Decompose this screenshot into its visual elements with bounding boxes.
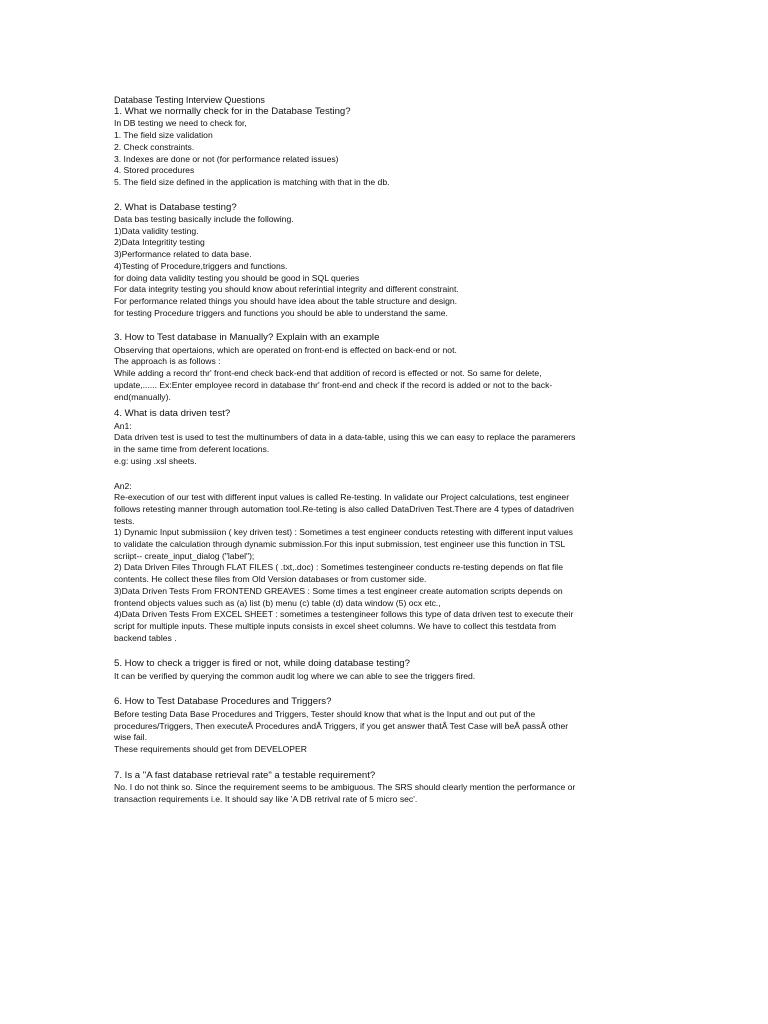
answer-line: backend tables . xyxy=(114,632,177,643)
question-heading: 3. How to Test database in Manually? Explain with an example xyxy=(114,332,380,344)
answer-line: script for multiple inputs. These multiple inputs consists in excel sheet columns. We have to collect this testdata from xyxy=(114,620,556,631)
question-heading: 4. What is data driven test? xyxy=(114,408,231,420)
answer-text xyxy=(114,214,654,319)
answer-2-text xyxy=(114,481,654,645)
question-heading: 1. What we normally check for in the Database Testing? xyxy=(114,106,351,117)
answer-line: to validate the calculation through dynamic submission.For this input submission, test engineer use this function in TSL xyxy=(114,539,566,550)
answer-line: contents. He collect these files from Old Version databases or from customer side. xyxy=(114,574,427,585)
answer-line: 5. The field size defined in the application is matching with that in the db. xyxy=(114,176,390,187)
question-2 xyxy=(114,202,654,320)
answer-line: No. I do not think so. Since the requirement seems to be ambiguous. The SRS should clearly mention the performance or xyxy=(114,782,576,793)
answer-line: Observing that opertaions, which are operated on front-end is effected on back-end or not. xyxy=(114,344,457,355)
answer-line: Data driven test is used to test the multinumbers of data in a data-table, using this we can easy to replace the paramerers xyxy=(114,432,576,443)
answer-line: end(manually). xyxy=(114,391,171,402)
answer-line: 4)Data Driven Tests From EXCEL SHEET : sometimes a testengineer follows this type of data driven test to execute their xyxy=(114,609,574,620)
answer-line: For performance related things you should have idea about the table structure and design. xyxy=(114,295,458,306)
answer-line: An1: xyxy=(114,420,132,431)
answer-line: 1) Dynamic Input submissiion ( key driven test) : Sometimes a test engineer conducts retesting with different input values xyxy=(114,527,573,538)
answer-text xyxy=(114,118,654,188)
answer-line: An2: xyxy=(114,480,132,491)
answer-line: Data bas testing basically include the following. xyxy=(114,214,294,225)
answer-line: scriipt-- create_input_dialog ("label"); xyxy=(114,550,255,561)
question-1 xyxy=(114,106,654,189)
answer-line: 4. Stored procedures xyxy=(114,165,195,176)
answer-line: for testing Procedure triggers and functions you should be able to understand the same. xyxy=(114,307,448,318)
question-5 xyxy=(114,658,654,682)
answer-text xyxy=(114,782,654,805)
question-7 xyxy=(114,770,654,806)
answer-line: 1)Data validity testing. xyxy=(114,225,199,236)
answer-line: In DB testing we need to check for, xyxy=(114,118,247,129)
answer-line: While adding a record thr' front-end check back-end that addition of record is effected or not. So same for delete, xyxy=(114,368,542,379)
answer-line: 4)Testing of Procedure,triggers and functions. xyxy=(114,260,288,271)
document-page xyxy=(114,94,654,805)
answer-line: 3. Indexes are done or not (for performance related issues) xyxy=(114,153,339,164)
answer-line: These requirements should get from DEVELOPER xyxy=(114,743,307,754)
answer-line: transaction requirements i.e. It should say like 'A DB retrival rate of 5 micro sec'. xyxy=(114,793,418,804)
question-heading: 5. How to check a trigger is fired or not, while doing database testing? xyxy=(114,658,410,670)
answer-line: frontend objects values such as (a) list (b) menu (c) table (d) data window (5) ocx etc., xyxy=(114,597,441,608)
question-heading: 2. What is Database testing? xyxy=(114,201,237,213)
answer-line: 3)Performance related to data base. xyxy=(114,249,252,260)
answer-text xyxy=(114,345,654,404)
answer-line: update,...... Ex:Enter employee record in database thr' front-end and check if the record is added or not to the back- xyxy=(114,379,553,390)
answer-line: For data integrity testing you should know about referintial integrity and different constraint. xyxy=(114,284,459,295)
document-title: Database Testing Interview Questions xyxy=(114,95,265,105)
answer-line: in the same time from deferent locations. xyxy=(114,444,270,455)
answer-line: tests. xyxy=(114,515,135,526)
answer-1-text xyxy=(114,421,654,468)
answer-line: wise fail. xyxy=(114,732,147,743)
question-4 xyxy=(114,408,654,644)
question-6 xyxy=(114,696,654,755)
answer-line: follows retesting manner through automation tool.Re-teting is also called DataDriven Test.There are 4 types of datadriven xyxy=(114,503,574,514)
answer-text xyxy=(114,709,654,756)
question-heading: 7. Is a "A fast database retrieval rate" a testable requirement? xyxy=(114,769,376,781)
answer-line: e.g: using .xsl sheets. xyxy=(114,455,197,466)
question-heading: 6. How to Test Database Procedures and Triggers? xyxy=(114,696,332,708)
answer-line: 3)Data Driven Tests From FRONTEND GREAVES : Some times a test engineer create automation scripts depends on xyxy=(114,585,563,596)
answer-text xyxy=(114,671,654,683)
answer-line: It can be verified by querying the common audit log where we can able to see the triggers fired. xyxy=(114,670,476,681)
answer-line: 2) Data Driven Files Through FLAT FILES ( .txt,.doc) : Sometimes testengineer conducts re-testing depends on flat file xyxy=(114,562,563,573)
answer-line: 2)Data Integritity testing xyxy=(114,237,205,248)
answer-line: Before testing Data Base Procedures and Triggers, Tester should know that what is the Input and out put of the xyxy=(114,708,536,719)
question-3 xyxy=(114,332,654,403)
answer-line: Re-execution of our test with different input values is called Re-testing. In validate our Project calculations, test engineer xyxy=(114,492,570,503)
answer-line: procedures/Triggers, Then executeÂ Procedures andÂ Triggers, if you get answer thatÂ Test Case will beÂ passÂ other xyxy=(114,720,569,731)
answer-line: The approach is as follows : xyxy=(114,356,221,367)
answer-line: 1. The field size validation xyxy=(114,130,213,141)
answer-line: for doing data validity testing you should be good in SQL queries xyxy=(114,272,360,283)
answer-line: 2. Check constraints. xyxy=(114,141,195,152)
